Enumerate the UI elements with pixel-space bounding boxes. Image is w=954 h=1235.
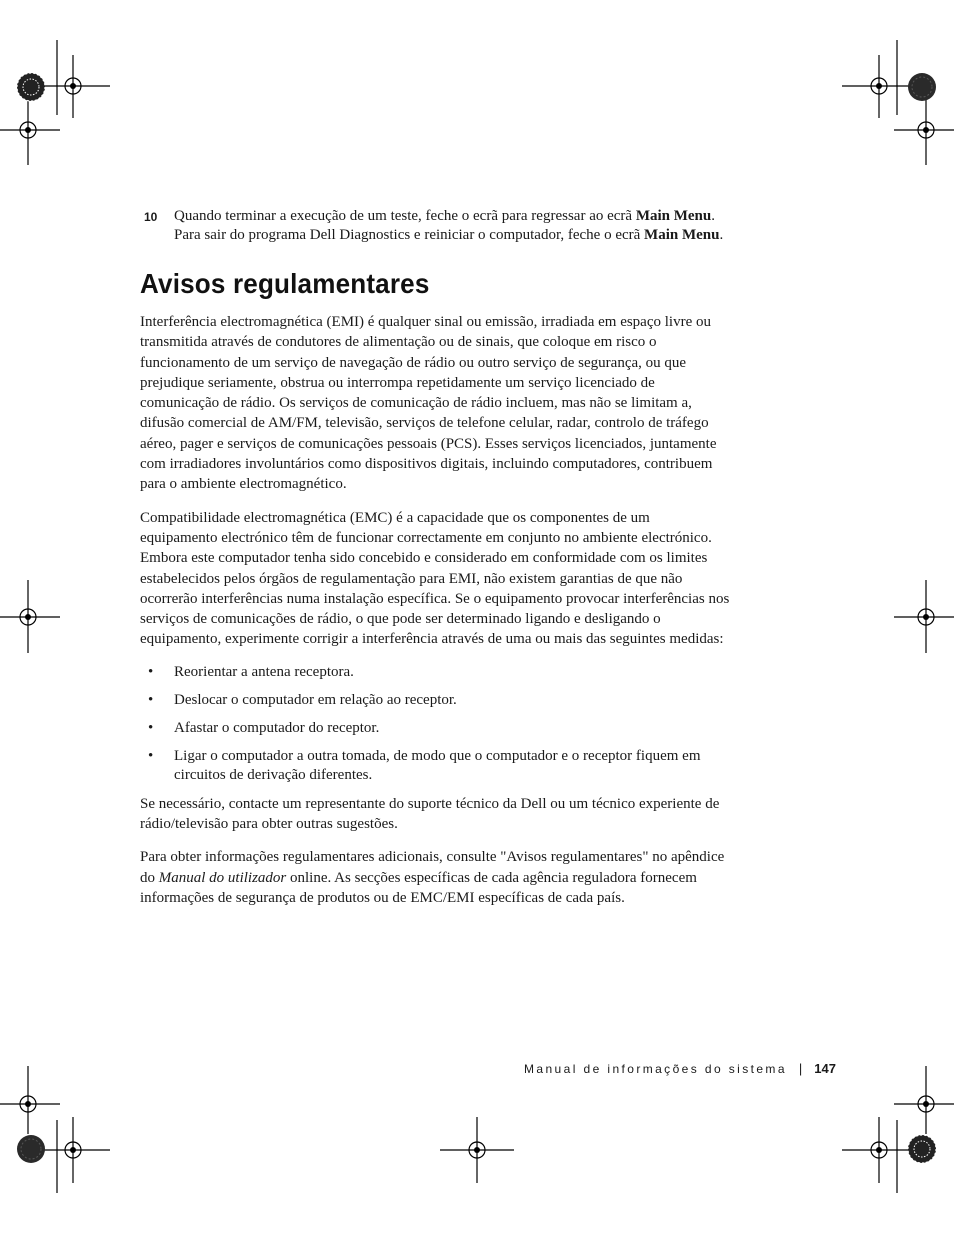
registration-rosette-bottom-right — [908, 1135, 936, 1163]
list-item: • Afastar o computador do receptor. — [140, 719, 730, 738]
page-number: 147 — [814, 1061, 836, 1076]
step-number: 10 — [144, 210, 158, 224]
registration-rosette-top-right — [908, 73, 936, 101]
paragraph-additional-info — [140, 847, 730, 908]
step-bold-main-menu-1: Main Menu — [635, 208, 712, 224]
additional-info-text-1: Para obter informações regulamentares adicionais, consulte "Avisos regulamentares" no apêndice do — [140, 849, 725, 886]
registration-rosette-bottom-left — [17, 1135, 45, 1163]
page-content — [140, 207, 730, 921]
registration-rosette-top-left — [17, 73, 45, 101]
additional-info-text-2: online. As secções específicas de cada agência reguladora fornecem informações de segurança de produtos ou de EMC/EMI específicas de cada país. — [140, 869, 697, 906]
footer-title: Manual de informações do sistema — [524, 1061, 787, 1076]
list-item: • Reorientar a antena receptora. — [140, 663, 730, 682]
step-text-2: . Para sair do programa Dell Diagnostics e reiniciar o computador, feche o ecrã — [174, 208, 715, 243]
step-text-3: . — [719, 226, 724, 243]
manual-title-italic: Manual do utilizador — [158, 869, 287, 886]
step-10 — [140, 207, 730, 244]
paragraph-support: Se necessário, contacte um representante do suporte técnico da Dell ou um técnico experiente de rádio/televisão para obter outras sugestões. — [140, 795, 720, 833]
step-text-1: Quando terminar a execução de um teste, feche o ecrã para regressar ao ecrã — [174, 208, 636, 224]
footer-separator: | — [798, 1061, 803, 1076]
paragraph-emc: Compatibilidade electromagnética (EMC) é a capacidade que os componentes de um equipamento electrónico têm de funcionar correctamente em conjunto no ambiente electrónico. Embora este computador tenha sido concebido e considerado em conformidade com os limites estabelecidos pelos órgãos de regulamentação para EMI, não existem garantias de que não ocorrerão interferências numa instalação específica. Se o equipamento provocar interferências nos serviços de comunicações de rádio, o que pode ser determinado ligando e desligando o equipamento, experimente corrigir a interferência através de uma ou mais das seguintes medidas: — [140, 509, 730, 648]
section-heading: Avisos regulamentares — [140, 268, 430, 299]
page-footer — [524, 1061, 836, 1076]
paragraph-emi: Interferência electromagnética (EMI) é qualquer sinal ou emissão, irradiada em espaço livre ou transmitida através de condutores de alimentação ou de sinais, que coloque em risco o funcionamento de um serviço de navegação de rádio ou outro serviço de segurança, ou que prejudique seriamente, obstrua ou interrompa repetidamente um serviço licenciado de comunicação de rádio. Os serviços de comunicação de rádio incluem, mas não se limitam a, difusão comercial de AM/FM, televisão, serviços de telefone celular, radar, controlo de tráfego aéreo, pager e serviços de comunicações pessoais (PCS). Esses serviços licenciados, juntamente com irradiadores involuntários como dispositivos digitais, incluindo computadores, contribuem para o ambiente electromagnético. — [140, 314, 717, 493]
list-item: • Ligar o computador a outra tomada, de modo que o computador e o receptor fiquem em circuitos de derivação diferentes. — [140, 747, 730, 785]
list-item: • Deslocar o computador em relação ao receptor. — [140, 691, 730, 710]
measures-list — [140, 663, 730, 785]
step-bold-main-menu-2: Main Menu — [644, 226, 720, 243]
